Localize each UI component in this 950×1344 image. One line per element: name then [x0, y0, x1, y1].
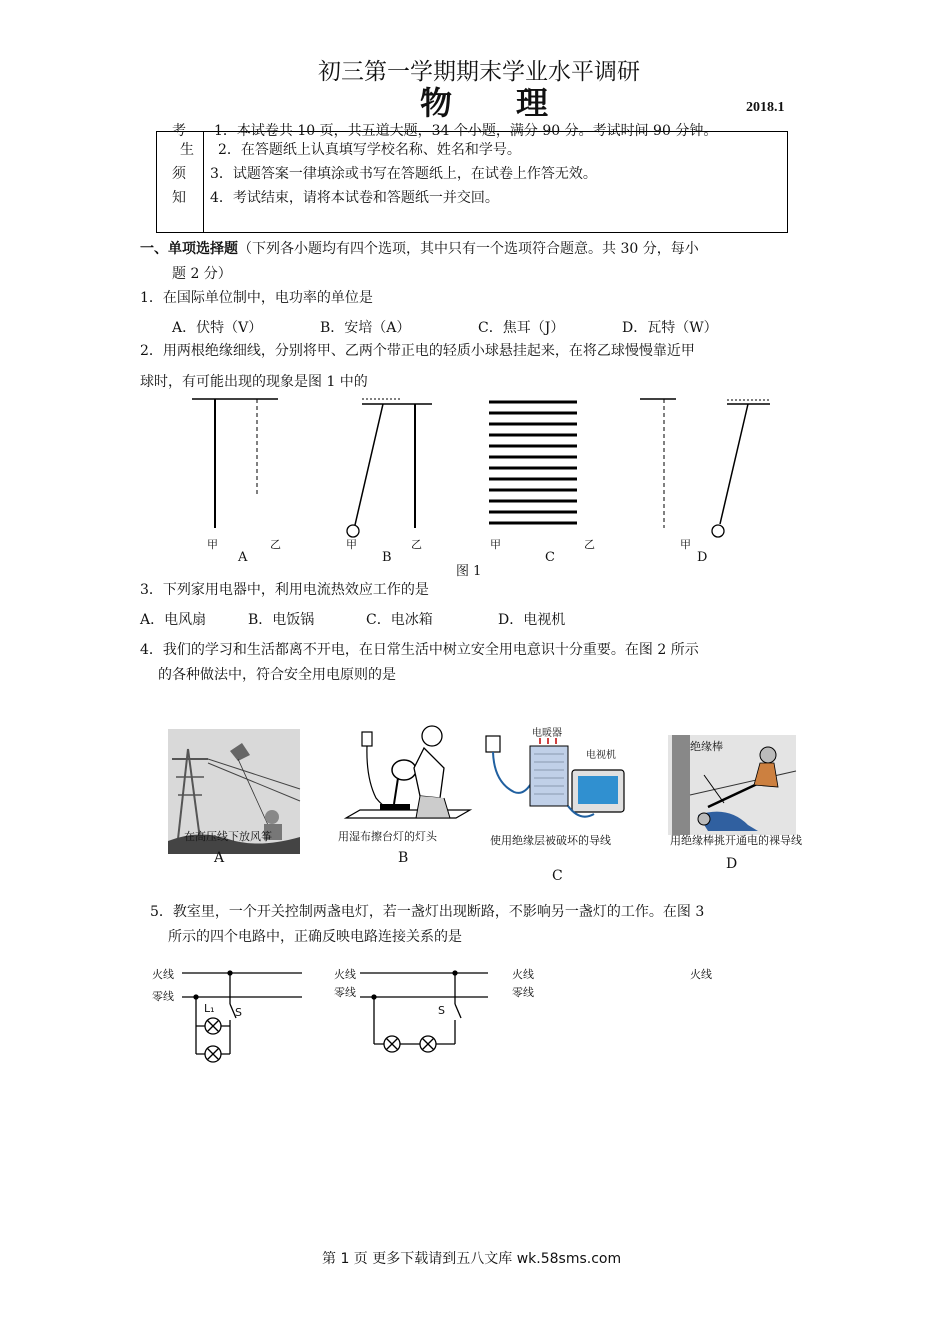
q1-option-c: C．焦耳（J）: [478, 320, 565, 336]
figure-2-letter: B: [398, 850, 409, 866]
figure-2-letter: C: [552, 868, 563, 884]
notice-item: 4．考试结束，请将本试卷和答题纸一并交回。: [210, 190, 499, 206]
neutral-wire-label: 零线: [152, 990, 174, 1003]
section-heading: 一、单项选择题: [140, 241, 238, 257]
switch-label: S: [235, 1006, 242, 1019]
label-jia: 甲: [346, 538, 357, 551]
q3-stem: 3．下列家用电器中，利用电流热效应工作的是: [140, 582, 429, 598]
exam-title: 初三第一学期期末学业水平调研: [318, 59, 640, 85]
circuit-a: [182, 971, 302, 1062]
q3-option-b: B．电饭锅: [248, 612, 315, 628]
live-wire-label: 火线: [690, 968, 712, 981]
heater-label: 电暖器: [532, 728, 562, 739]
label-yi: 乙: [584, 538, 595, 551]
notice-label-char: 考: [172, 123, 186, 139]
q3-option-d: D．电视机: [498, 612, 566, 628]
notice-item: 3．试题答案一律填涂或书写在答题纸上，在试卷上作答无效。: [210, 166, 597, 182]
neutral-wire-label: 零线: [512, 986, 534, 999]
live-wire-label: 火线: [512, 968, 534, 981]
q2-stem: 2．用两根绝缘细线，分别将甲、乙两个带正电的轻质小球悬挂起来，在将乙球慢慢靠近甲: [140, 343, 695, 359]
figure-1-letter: A: [238, 550, 248, 565]
q2-stem-cont: 球时，有可能出现的现象是图 1 中的: [140, 374, 368, 390]
section-desc: （下列各小题均有四个选项，其中只有一个选项符合题意。共 30 分，每小: [238, 241, 699, 257]
subject-title: 物 理: [420, 84, 549, 122]
switch-label: S: [438, 1004, 445, 1017]
q4-stem-cont: 的各种做法中，符合安全用电原则的是: [158, 667, 396, 683]
live-wire-label: 火线: [152, 968, 174, 981]
figure-2-caption-d: 用绝缘棒挑开通电的裸导线: [670, 834, 802, 847]
q5-stem: 5．教室里，一个开关控制两盏电灯，若一盏灯出现断路，不影响另一盏灯的工作。在图 3: [150, 904, 705, 920]
circuit-b: [360, 971, 488, 1052]
figure-2-caption-c: 使用绝缘层被破坏的导线: [490, 834, 611, 847]
figure-1-caption: 图 1: [456, 564, 482, 579]
q5-stem-cont: 所示的四个电路中，正确反映电路连接关系的是: [168, 929, 462, 945]
lamp-label: L₁: [204, 1002, 215, 1015]
notice-label-char: 须: [172, 166, 186, 182]
exam-date: 2018.1: [746, 100, 785, 115]
figure-2-letter: D: [726, 856, 738, 872]
section-desc-cont: 题 2 分）: [172, 266, 232, 282]
figure-1-letter: C: [545, 550, 555, 565]
notice-label-char: 生: [180, 142, 194, 158]
q1-option-a: A．伏特（V）: [172, 320, 263, 336]
figure-2-letter: A: [214, 850, 225, 866]
label-jia: 甲: [490, 538, 501, 551]
figure-1-letter: D: [697, 550, 708, 565]
label-yi: 乙: [270, 538, 281, 551]
figure-2-caption-a: 在高压线下放风筝: [184, 830, 272, 843]
q4-stem: 4．我们的学习和生活都离不开电，在日常生活中树立安全用电意识十分重要。在图 2 所示: [140, 642, 699, 658]
label-jia: 甲: [680, 538, 691, 551]
live-wire-label: 火线: [334, 968, 356, 981]
tv-label: 电视机: [586, 750, 616, 761]
notice-label-char: 知: [172, 190, 186, 206]
notice-item: 1．本试卷共 10 页，共五道大题，34 个小题，满分 90 分。考试时间 90 分钟。: [214, 123, 718, 139]
q3-option-a: A．电风扇: [140, 612, 207, 628]
figure-2-caption-b: 用湿布擦台灯的灯头: [338, 830, 437, 843]
page-footer: 第 1 页 更多下载请到五八文库 wk.58sms.com: [322, 1251, 622, 1267]
neutral-wire-label: 零线: [334, 986, 356, 999]
q1-option-d: D．瓦特（W）: [622, 320, 718, 336]
q1-stem: 1．在国际单位制中，电功率的单位是: [140, 290, 373, 306]
q3-option-c: C．电冰箱: [366, 612, 433, 628]
rod-label: 绝缘棒: [690, 740, 723, 753]
notice-item: 2．在答题纸上认真填写学校名称、姓名和学号。: [218, 142, 521, 158]
figure-1-letter: B: [382, 550, 392, 565]
label-yi: 乙: [411, 538, 422, 551]
label-jia: 甲: [207, 538, 218, 551]
q1-option-b: B．安培（A）: [320, 320, 411, 336]
